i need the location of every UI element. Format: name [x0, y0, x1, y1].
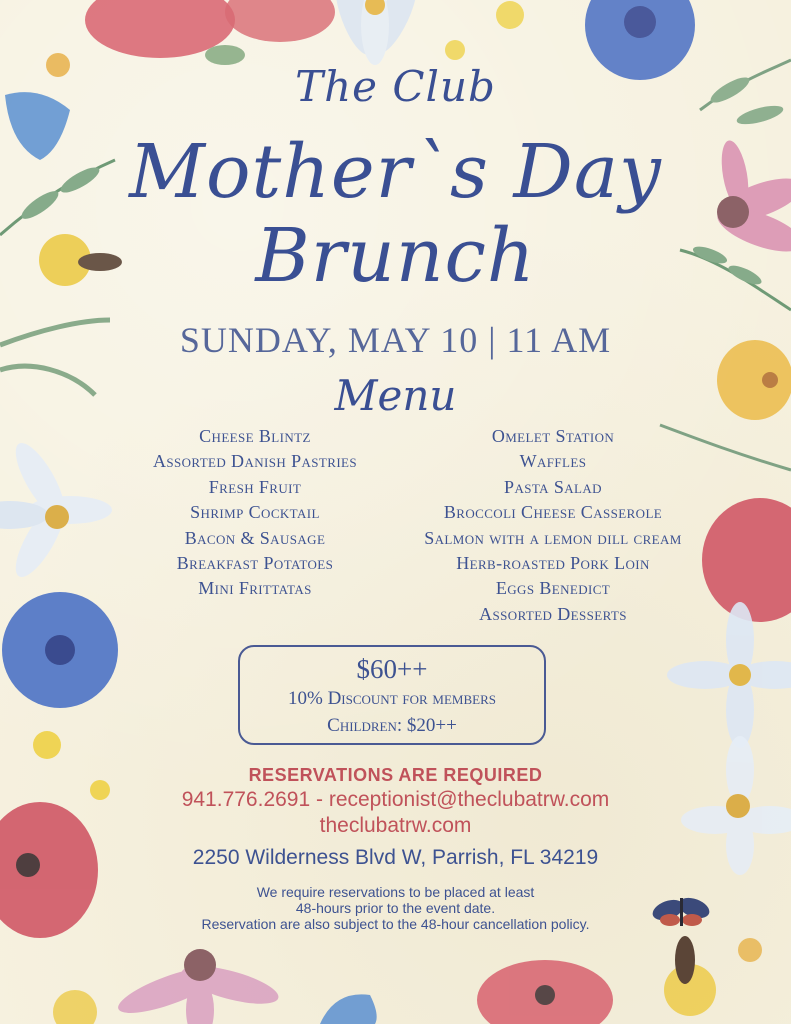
menu-right-column: [403, 424, 703, 627]
menu-left-column: [105, 424, 405, 602]
policy-note-line: Reservation are also subject to the 48-hour cancellation policy.: [201, 916, 590, 932]
contact-phone-email[interactable]: 941.776.2691 - receptionist@theclubatrw.com: [181, 788, 610, 811]
policy-note-line: 48-hours prior to the event date.: [295, 900, 496, 916]
daisy-top-center: [327, 0, 425, 65]
reservations-required-heading: RESERVATIONS ARE REQUIRED: [248, 765, 543, 785]
menu-item: Breakfast Potatoes: [176, 552, 334, 573]
yellow-flower-bottom: [53, 990, 97, 1024]
menu-item: Bacon & Sausage: [184, 527, 326, 548]
bellflower-bottom: [320, 994, 377, 1024]
daisy-left: [0, 437, 112, 584]
adult-price: $60++: [356, 654, 428, 684]
seedhead-bottom-right: [675, 936, 695, 984]
menu-item: Pasta Salad: [504, 476, 602, 497]
event-title-line-1: Mother`s Day: [129, 129, 662, 215]
menu-item: Eggs Benedict: [495, 578, 611, 599]
website-link[interactable]: theclubatrw.com: [319, 814, 472, 837]
venue-address: 2250 Wilderness Blvd W, Parrish, FL 34219: [192, 846, 599, 869]
member-discount: 10% Discount for members: [288, 688, 496, 709]
yellow-bud-left: [33, 731, 61, 759]
menu-item: Mini Frittatas: [198, 578, 312, 599]
poppy-bottom-right: [477, 960, 613, 1024]
event-date-time: SUNDAY, MAY 10 | 11 AM: [179, 320, 612, 360]
menu-item: Shrimp Cocktail: [190, 502, 320, 523]
menu-item: Assorted Desserts: [479, 603, 627, 624]
menu-item: Herb-roasted Pork Loin: [456, 552, 650, 573]
cornflower-left: [2, 592, 118, 708]
poppy-right: [702, 498, 791, 622]
menu-item: Omelet Station: [491, 426, 615, 446]
menu-item: Waffles: [519, 451, 587, 472]
price-box: [238, 645, 546, 745]
menu-heading: Menu: [334, 371, 457, 420]
menu-item: Assorted Danish Pastries: [152, 451, 358, 472]
policy-note-line: We require reservations to be placed at least: [256, 884, 535, 900]
menu-item: Cheese Blintz: [199, 426, 311, 446]
menu-item: Broccoli Cheese Casserole: [443, 502, 663, 523]
poppy-top-left: [85, 0, 335, 65]
menu-item: Salmon with a lemon dill cream: [424, 527, 682, 548]
coneflower-bottom: [114, 949, 282, 1024]
event-title-line-2: Brunch: [255, 213, 536, 299]
children-price: Children: $20++: [327, 715, 457, 736]
club-title: The Club: [295, 62, 496, 111]
menu-item: Fresh Fruit: [208, 476, 302, 497]
